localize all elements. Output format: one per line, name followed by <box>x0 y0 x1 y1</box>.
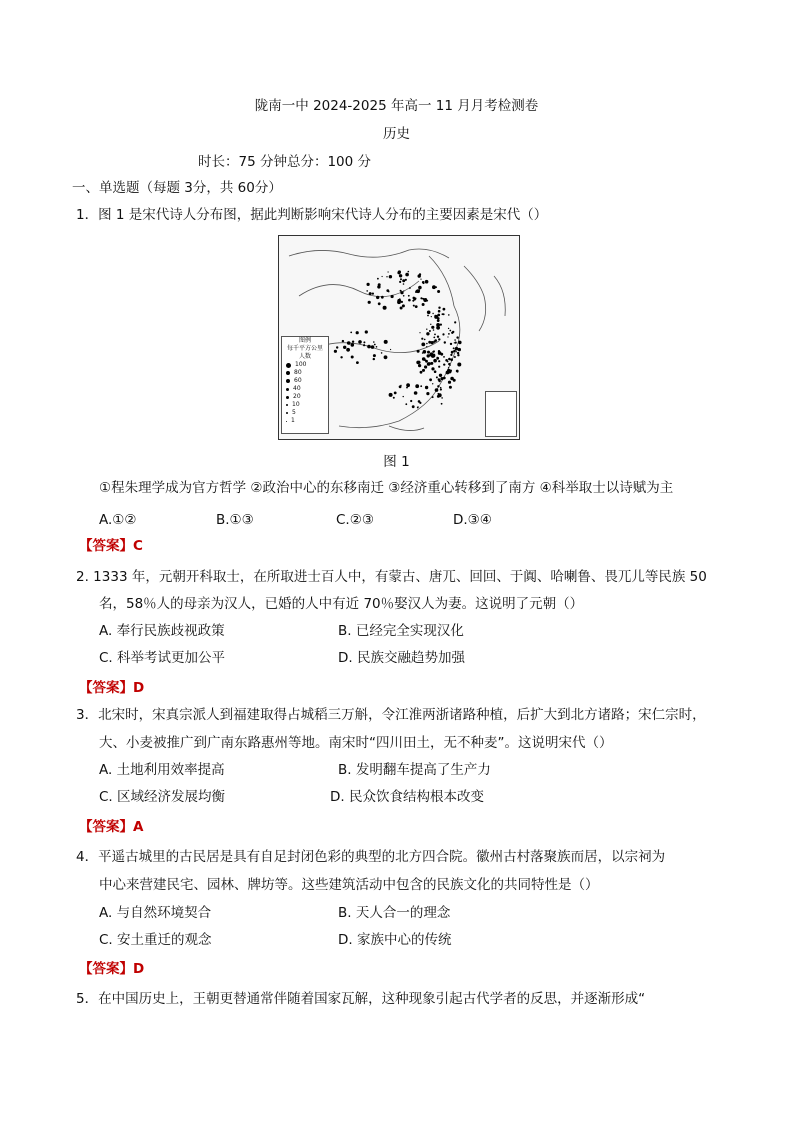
poet-dot <box>437 357 438 358</box>
poet-dot <box>437 336 439 338</box>
poet-dot <box>408 271 410 273</box>
poet-dot <box>448 328 449 329</box>
question-4-option-b: B. 天人合一的理念 <box>338 905 451 921</box>
poet-dot <box>458 341 462 345</box>
poet-dot <box>382 276 383 277</box>
poet-dot <box>448 367 449 368</box>
question-1-stem: 1．图 1 是宋代诗人分布图，据此判断影响宋代诗人分布的主要因素是宋代（） <box>76 207 548 223</box>
poet-dot <box>403 283 405 285</box>
poet-dot <box>437 395 440 398</box>
question-2-option-a: A. 奉行民族歧视政策 <box>99 623 225 639</box>
poet-dot <box>447 361 449 363</box>
poet-dot <box>408 295 410 297</box>
question-4-stem-line-1: 4．平遥古城里的古民居是具有自足封闭色彩的典型的北方四合院。徽州古村落聚族而居，以宗祠为 <box>76 849 666 865</box>
poet-dot <box>388 291 390 293</box>
poet-dot <box>457 352 459 354</box>
poet-dot <box>365 330 368 333</box>
legend-row <box>282 361 328 369</box>
poet-dot <box>393 397 395 399</box>
poet-dot <box>363 344 365 346</box>
poet-dot <box>418 400 421 403</box>
question-4-option-c: C. 安土重迁的观念 <box>99 932 212 948</box>
poet-dot <box>420 279 421 280</box>
poet-dot <box>356 361 359 364</box>
poet-dot <box>456 351 457 352</box>
poet-dot <box>454 339 456 341</box>
poet-dot <box>400 290 402 292</box>
question-3-option-c: C. 区域经济发展均衡 <box>99 789 226 805</box>
poet-dot <box>368 301 371 304</box>
poet-dot <box>438 307 440 309</box>
question-3-answer: 【答案】A <box>79 819 144 835</box>
poet-dot <box>438 366 440 368</box>
poet-dot <box>426 332 429 335</box>
poet-dot <box>438 378 441 381</box>
poet-dot <box>424 339 426 341</box>
poet-dot <box>388 271 389 272</box>
figure-caption: 图 1 <box>383 454 410 470</box>
poet-dot <box>418 274 421 277</box>
poet-dot <box>440 387 442 389</box>
poet-dot <box>429 330 431 332</box>
poet-dot <box>399 298 401 300</box>
poet-dot <box>450 343 452 345</box>
poet-dot <box>384 340 388 344</box>
poet-dot <box>432 383 433 384</box>
question-1-answer: 【答案】C <box>79 538 143 554</box>
poet-dot <box>441 378 442 379</box>
question-2-option-d: D. 民族交融趋势加强 <box>338 650 465 666</box>
poet-dot <box>403 290 404 291</box>
question-4-option-d: D. 家族中心的传统 <box>338 932 452 948</box>
question-1-option-d: D.③④ <box>453 512 492 528</box>
poet-dot <box>405 403 407 405</box>
poet-dot <box>343 346 346 349</box>
poet-dot <box>442 333 444 335</box>
poet-dot <box>431 354 435 358</box>
poet-dot <box>374 344 376 346</box>
poet-dot <box>437 385 439 387</box>
poet-dot <box>412 405 415 408</box>
question-2-answer: 【答案】D <box>79 680 145 696</box>
poet-dot <box>399 385 402 388</box>
poet-dot <box>440 324 442 326</box>
poet-dot <box>409 287 411 289</box>
poet-dot <box>412 300 414 302</box>
poet-dot <box>419 361 420 362</box>
poet-dot <box>419 332 420 333</box>
poet-dot <box>418 364 421 367</box>
poet-dot <box>448 381 451 384</box>
poet-dot <box>373 354 376 357</box>
poet-dot <box>397 300 401 304</box>
poet-dot <box>442 313 444 315</box>
legend-row <box>282 409 328 417</box>
legend-unit: 人数 <box>298 353 311 360</box>
poet-dot <box>441 403 443 405</box>
poet-dot <box>391 295 394 298</box>
poet-dot <box>367 345 371 349</box>
poet-dot <box>422 281 425 284</box>
poet-dot <box>434 334 436 336</box>
korea-outline <box>464 266 486 331</box>
poet-dot <box>443 308 446 311</box>
poet-dot <box>346 348 350 352</box>
question-4-option-a: A. 与自然环境契合 <box>99 905 212 921</box>
legend-level: 80 <box>294 369 302 376</box>
poet-dot <box>351 356 354 359</box>
poet-dot <box>432 313 433 314</box>
poet-dot <box>376 346 378 348</box>
poet-dot <box>400 307 403 310</box>
poet-dot <box>421 338 423 340</box>
poet-dot <box>383 306 387 310</box>
poet-dot <box>366 290 368 292</box>
poet-dot <box>417 350 420 353</box>
poet-dot <box>389 275 392 278</box>
poet-dot <box>455 342 457 344</box>
poet-dot <box>402 279 405 282</box>
poet-dot <box>432 351 434 353</box>
poet-dot <box>349 343 351 345</box>
poet-dot <box>389 393 393 397</box>
poet-dot <box>422 357 426 361</box>
poet-dot <box>437 317 440 320</box>
legend-row <box>282 385 328 393</box>
poet-dot <box>457 363 461 367</box>
question-2-stem-line-2: 名，58％人的母亲为汉人，已婚的人中有近 70％娶汉人为妻。这说明了元朝（） <box>99 596 584 612</box>
poet-dot <box>424 365 427 368</box>
poet-dot <box>438 310 441 313</box>
poet-dot <box>406 383 410 387</box>
poet-dot <box>439 374 442 377</box>
northern-border <box>289 249 449 258</box>
section-title: 一、单选题（每题 3分，共 60分） <box>72 180 282 196</box>
subject-title: 历史 <box>383 126 410 142</box>
poet-dot <box>384 355 388 359</box>
poet-dot <box>431 326 434 329</box>
question-2-option-b: B. 已经完全实现汉化 <box>338 623 464 639</box>
poet-dot <box>350 332 352 334</box>
poet-dot <box>431 316 432 317</box>
poet-dot <box>453 350 455 352</box>
poet-dots <box>334 270 462 408</box>
poet-dot <box>390 349 391 350</box>
poet-dot <box>427 300 429 302</box>
poet-dot <box>373 341 375 343</box>
legend-row <box>282 393 328 401</box>
question-5-stem: 5．在中国历史上，王朝更替通常伴随着国家瓦解，这种现象引起古代学者的反思，并逐渐形成“ <box>76 991 646 1007</box>
poet-dot <box>427 351 430 354</box>
poet-dot <box>435 388 439 392</box>
poet-dot <box>381 296 384 299</box>
poet-dot <box>422 369 425 372</box>
poet-dot <box>448 314 450 316</box>
poet-dot <box>408 299 411 302</box>
question-3-option-b: B. 发明翻车提高了生产力 <box>338 762 491 778</box>
poet-dot <box>450 377 454 381</box>
poet-dot <box>371 345 375 349</box>
poet-dot <box>410 400 412 402</box>
hainan-outline <box>389 426 424 431</box>
poet-dot <box>427 354 430 357</box>
question-3-option-a: A. 土地利用效率提高 <box>99 762 225 778</box>
poet-dot <box>449 365 450 366</box>
poet-dot <box>440 389 442 391</box>
legend-row <box>282 401 328 409</box>
poet-dot <box>406 387 408 389</box>
poet-dot <box>450 358 453 361</box>
poet-dot <box>421 343 425 347</box>
poet-dot <box>457 371 459 373</box>
poet-dot <box>450 354 452 356</box>
poet-dot <box>427 315 429 317</box>
poet-dot <box>432 396 434 398</box>
poet-dot <box>394 392 397 395</box>
poet-dot <box>433 329 435 331</box>
poet-dot <box>441 397 443 399</box>
question-4-answer: 【答案】D <box>79 961 145 977</box>
legend-row <box>282 377 328 385</box>
poet-dot <box>358 340 362 344</box>
poet-dot <box>423 298 427 302</box>
poet-dot <box>413 305 415 307</box>
poet-dot <box>336 346 338 348</box>
question-3-stem-line-2: 大、小麦被推广到广南东路惠州等地。南宋时“四川田土，无不种麦”。这说明宋代（） <box>99 735 613 751</box>
poet-dot <box>431 367 434 370</box>
legend-row <box>282 369 328 377</box>
poet-dot <box>457 354 459 356</box>
poet-dot <box>426 343 428 345</box>
question-3-stem-line-1: 3．北宋时，宋真宗派人到福建取得占城稻三万斛，令江淮两浙诸路种植，后扩大到北方诸路；宋仁宗时， <box>76 707 706 723</box>
poet-dot <box>334 350 337 353</box>
poet-dot <box>369 292 372 295</box>
poet-dot <box>427 362 430 365</box>
poet-dot <box>446 371 450 375</box>
legend-level: 60 <box>294 377 302 384</box>
map-legend <box>281 336 329 434</box>
poet-dot <box>436 376 438 378</box>
poet-dot <box>420 371 423 374</box>
poet-dot <box>428 341 431 344</box>
poet-dot <box>399 274 402 277</box>
poet-dot <box>372 293 374 295</box>
legend-row <box>282 417 328 425</box>
poet-dot <box>401 301 403 303</box>
poet-dot <box>443 364 445 366</box>
poet-dot <box>403 396 404 397</box>
south-china-sea-inset <box>485 391 517 437</box>
poet-dot <box>373 358 375 360</box>
question-1-statements: ①程朱理学成为官方哲学 ②政治中心的东移南迁 ③经济重心转移到了南方 ④科举取士以诗赋为主 <box>99 480 674 496</box>
poet-dot <box>456 336 458 338</box>
poet-dot <box>420 385 422 387</box>
legend-level: 40 <box>293 385 301 392</box>
poet-dot <box>443 356 445 358</box>
poet-dot <box>430 362 433 365</box>
legend-level: 20 <box>293 393 301 400</box>
japan-outline <box>494 276 505 316</box>
question-2-option-c: C. 科举考试更加公平 <box>99 650 226 666</box>
poet-dot <box>454 321 456 323</box>
poet-dot <box>414 391 418 395</box>
poet-dot <box>423 350 426 353</box>
poet-dot <box>426 329 427 330</box>
poet-dot <box>377 278 379 280</box>
poet-dot <box>417 407 419 409</box>
poet-dot <box>422 298 423 299</box>
poet-dot <box>425 386 428 389</box>
legend-level: 10 <box>292 401 300 408</box>
poet-dot <box>430 324 431 325</box>
poet-dot <box>425 360 428 363</box>
poet-dot <box>367 283 370 286</box>
poet-dot <box>422 303 425 306</box>
poet-dot <box>438 350 440 352</box>
poet-dot <box>444 341 446 343</box>
question-1-option-a: A.①② <box>99 512 137 528</box>
poet-dot <box>427 311 431 315</box>
poet-dot <box>415 305 418 308</box>
poet-dot <box>454 356 456 358</box>
poet-dot <box>426 392 429 395</box>
poet-dot <box>377 285 380 288</box>
poet-dot <box>438 338 440 340</box>
legend-level: 100 <box>295 361 307 368</box>
poet-dot <box>399 281 401 283</box>
poet-dot <box>448 333 450 335</box>
poet-dot <box>402 304 405 307</box>
poet-dot <box>456 348 458 350</box>
poet-dot <box>340 356 342 358</box>
poet-dot <box>400 278 402 280</box>
poet-dot <box>363 341 365 343</box>
poet-dot <box>381 352 383 354</box>
exam-duration: 时长：75 分钟总分：100 分 <box>198 154 372 170</box>
poet-dot <box>435 286 437 288</box>
poet-dot <box>451 351 454 354</box>
poet-dot <box>433 359 437 363</box>
poet-dot <box>376 296 379 299</box>
poet-dot <box>436 325 437 326</box>
question-3-option-d: D. 民众饮食结构根本改变 <box>330 789 484 805</box>
poet-dot <box>426 346 427 347</box>
poet-dot <box>428 333 429 334</box>
poet-dot <box>452 331 454 333</box>
poet-dot <box>378 302 381 305</box>
exam-title: 陇南一中 2024-2025 年高一 11 月月考检测卷 <box>254 98 539 114</box>
song-poets-distribution-map <box>278 235 520 440</box>
poet-dot <box>342 340 344 342</box>
poet-dot <box>416 289 420 293</box>
poet-dot <box>437 290 440 293</box>
question-4-stem-line-2: 中心来营建民宅、园林、牌坊等。这些建筑活动中包含的民族文化的共同特性是（） <box>99 877 599 893</box>
legend-level: 1 <box>291 417 295 424</box>
poet-dot <box>405 273 409 277</box>
legend-subtitle: 每千平方公里 <box>286 345 323 352</box>
poet-dot <box>429 378 432 381</box>
poet-dot <box>433 337 435 339</box>
poet-dot <box>449 330 451 332</box>
poet-dot <box>351 343 355 347</box>
legend-title: 图例 <box>298 337 311 344</box>
poet-dot <box>458 348 461 351</box>
poet-dot <box>418 286 422 290</box>
question-1-option-c: C.②③ <box>336 512 374 528</box>
poet-dot <box>447 336 448 337</box>
poet-dot <box>449 386 452 389</box>
poet-dot <box>356 331 359 334</box>
poet-dot <box>438 360 440 362</box>
poet-dot <box>386 276 387 277</box>
poet-dot <box>403 295 405 297</box>
question-2-stem-line-1: 2. 1333 年，元朝开科取士，在所取进士百人中，有蒙古、唐兀、回回、于阗、哈喇鲁、畏兀儿等民族 50 <box>76 569 707 585</box>
poet-dot <box>453 347 455 349</box>
poet-dot <box>352 341 354 343</box>
poet-dot <box>398 270 401 273</box>
question-1-option-b: B.①③ <box>216 512 254 528</box>
poet-dot <box>414 297 416 299</box>
poet-dot <box>415 384 419 388</box>
poet-dot <box>448 358 451 361</box>
poet-dot <box>434 370 437 373</box>
legend-level: 5 <box>292 409 296 416</box>
yellow-river <box>299 281 419 297</box>
poet-dot <box>425 280 429 284</box>
